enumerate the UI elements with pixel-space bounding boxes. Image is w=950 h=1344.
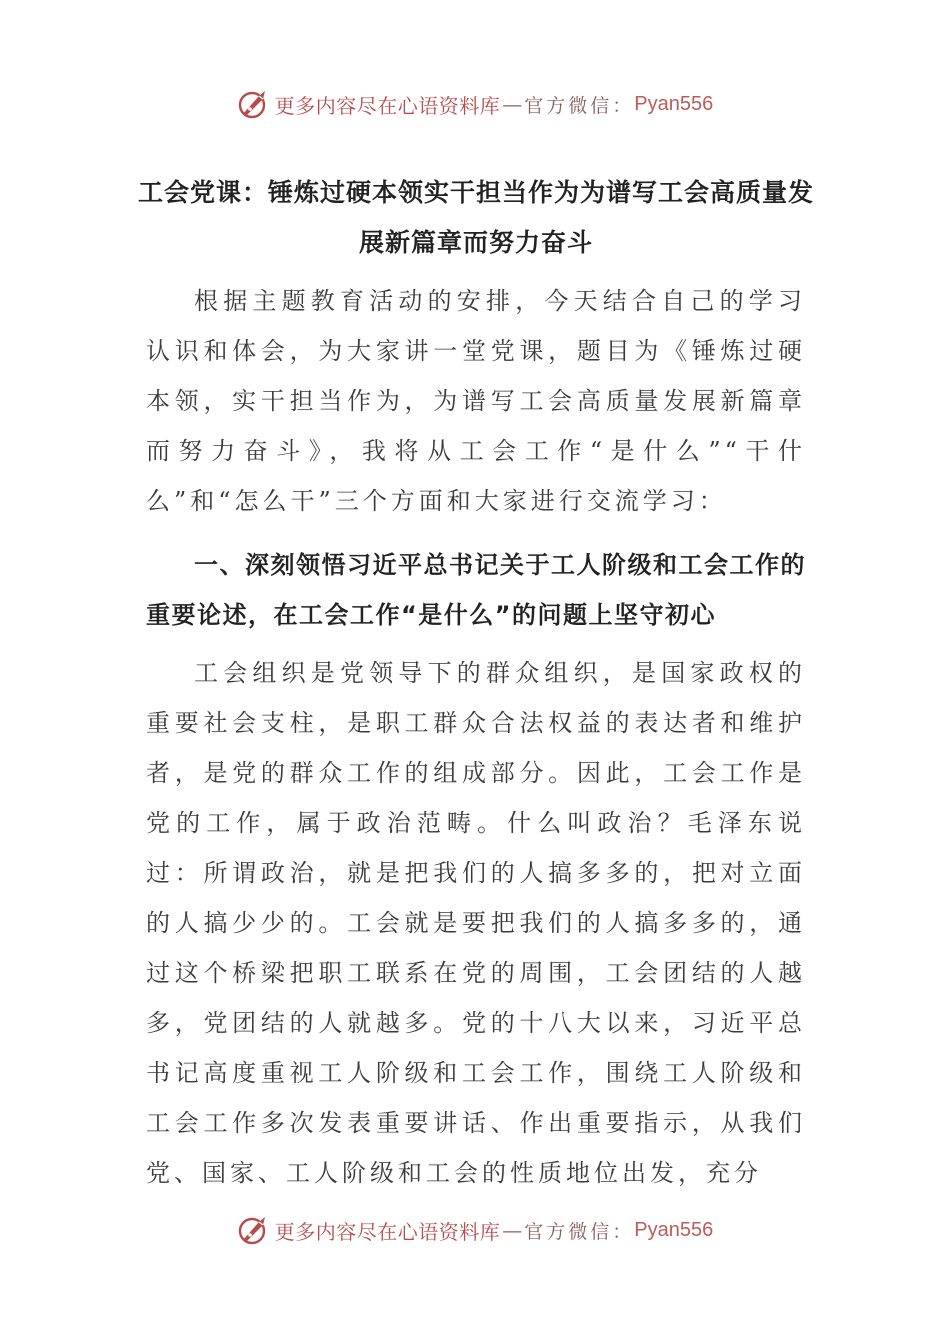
banner-separator: — [502,92,523,116]
banner-text: 更多内容尽在心语资料库 [274,93,501,118]
document-body [137,168,814,1198]
section-body-paragraph: 工会组织是党领导下的群众组织，是国家政权的重要社会支柱，是职工群众合法权益的表达者和维护者，是党的群众工作的组成部分。因此，工会工作是党的工作，属于政治范畴。什么叫政治？毛泽东说过：所谓政治，就是把我们的人搞多多的，把对立面的人搞少少的。工会就是要把我们的人搞多多的，通过这个桥梁把职工联系在党的周围，工会团结的人越多，党团结的人就越多。党的十八大以来，习近平总书记高度重视工人阶级和工会工作，围绕工人阶级和工会工作多次发表重要讲话、作出重要指示，从我们党、国家、工人阶级和工会的性质地位出发，充分 [146,659,806,1187]
banner-wechat-label: 官方微信： [524,94,635,117]
document-title: 工会党课：锤炼过硬本领实干担当作为为谱写工会高质量发展新篇章而努力奋斗 [137,178,814,257]
footer-watermark-banner [0,1208,950,1252]
banner-separator: — [502,1218,523,1242]
pen-nib-circle-icon [237,1213,271,1247]
banner-wechat-id: Pyan556 [634,92,714,115]
banner-text: 更多内容尽在心语资料库 [274,1219,501,1244]
header-watermark-banner [0,82,950,126]
pen-nib-circle-icon [237,87,271,121]
intro-paragraph: 根据主题教育活动的安排，今天结合自己的学习认识和体会，为大家讲一堂党课，题目为《锤炼过硬本领，实干担当作为，为谱写工会高质量发展新篇章而努力奋斗》，我将从工会工作“是什么”“干什么”和“怎么干”三个方面和大家进行交流学习： [146,287,806,515]
banner-wechat-label: 官方微信： [524,1220,635,1243]
section-heading: 一、深刻领悟习近平总书记关于工人阶级和工会工作的重要论述，在工会工作“是什么”的问题上坚守初心 [146,551,806,629]
banner-wechat-id: Pyan556 [634,1218,714,1241]
